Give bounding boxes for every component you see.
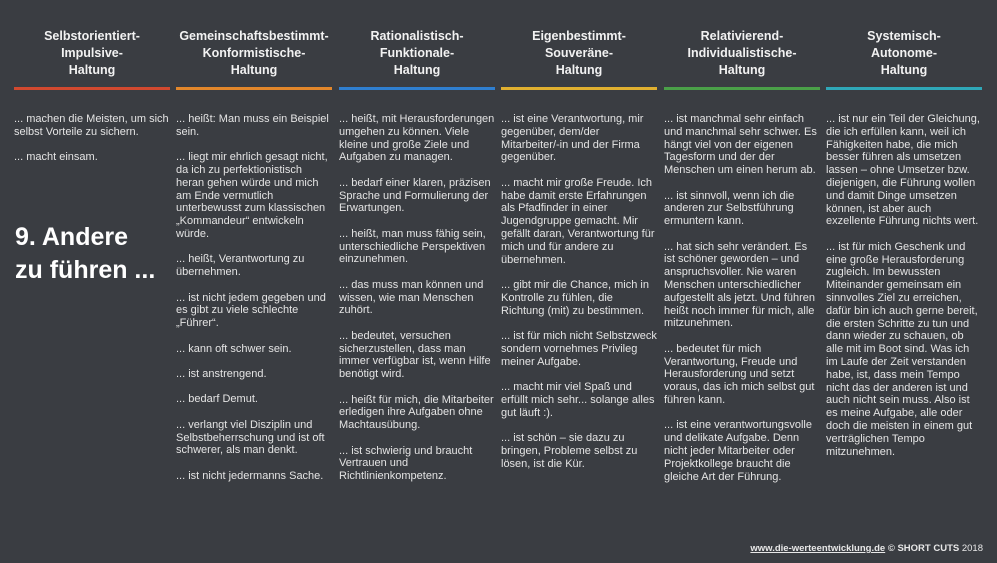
column-item-list xyxy=(176,113,332,482)
column-item: ... macht mir große Freude. Ich habe damit erste Erfahrungen als Pfadfinder in einer Jugendgruppe gemacht. Mir gefällt daran, Verantwortung für mich und für andere zu übernehmen. xyxy=(501,176,655,266)
column-item-list xyxy=(501,113,657,470)
column-item: ... bedarf einer klaren, präzisen Sprache und Formulierung der Erwartungen. xyxy=(339,176,491,215)
column-header: Eigenbestimmt- Souveräne- Haltung xyxy=(532,28,626,77)
footer-url-link[interactable]: www.die-werteentwicklung.de xyxy=(750,543,886,554)
column-item: ... liegt mir ehrlich gesagt nicht, da ich zu perfektionistisch heran gehen würde und mich am Ende vermutlich unterbewusst zum klassischen „Kommandeur“ entwickeln würde. xyxy=(176,151,328,240)
footer-year: 2018 xyxy=(961,543,983,554)
column-item: ... ist sinnvoll, wenn ich die anderen zur Selbstführung ermuntern kann. xyxy=(664,189,795,228)
column-6 xyxy=(826,22,982,471)
column-item: ... macht einsam. xyxy=(14,151,98,164)
column-color-bar xyxy=(176,87,332,90)
column-item: ... bedeutet für mich Verantwortung, Freude und Herausforderung und setzt voraus, das ich mich selbst gut führen kann. xyxy=(664,342,815,406)
column-item: ... hat sich sehr verändert. Es ist schöner geworden – und anspruchsvoller. Nie waren Menschen unterschiedlicher aufgestellt als jetzt. Und führen heißt noch immer für mich, alle mitzunehmen. xyxy=(664,240,816,330)
column-item: ... heißt: Man muss ein Beispiel sein. xyxy=(176,113,329,138)
column-color-bar xyxy=(826,87,982,90)
column-header: Rationalistisch- Funktionale- Haltung xyxy=(370,28,464,77)
column-item: ... macht mir viel Spaß und erfüllt mich sehr... solange alles gut läuft :). xyxy=(501,380,655,419)
column-item: ... ist eine verantwortungsvolle und delikate Aufgabe. Denn nicht jeder Mitarbeiter oder Projektkollege braucht die gleiche Art der Führung. xyxy=(664,419,812,483)
column-item-list xyxy=(14,113,170,164)
column-item: ... heißt, man muss fähig sein, unterschiedliche Perspektiven einzunehmen. xyxy=(339,227,486,266)
column-item: ... heißt, Verantwortung zu übernehmen. xyxy=(176,253,305,279)
column-color-bar xyxy=(501,87,657,90)
column-item-list xyxy=(339,113,495,483)
column-item: ... ist nicht jedem gegeben und es gibt zu viele schlechte „Führer“. xyxy=(176,291,326,330)
column-item-list xyxy=(664,113,820,483)
column-item: ... machen die Meisten, um sich selbst Vorteile zu sichern. xyxy=(14,113,169,138)
column-color-bar xyxy=(339,87,495,90)
column-item: ... ist anstrengend. xyxy=(176,367,267,380)
column-item: ... heißt für mich, die Mitarbeiter erledigen ihre Aufgaben ohne Machtausübung. xyxy=(339,393,494,432)
column-2 xyxy=(176,22,332,495)
footer xyxy=(750,543,983,554)
column-item: ... heißt, mit Herausforderungen umgehen zu können. Viele kleine und große Ziele und Aufgaben zu managen. xyxy=(339,113,495,164)
column-header: Systemisch- Autonome- Haltung xyxy=(867,28,941,77)
column-5 xyxy=(664,22,820,496)
column-header: Gemeinschaftsbestimmt- Konformistische- Haltung xyxy=(179,28,329,77)
column-item: ... ist eine Verantwortung, mir gegenüber, dem/der Mitarbeiter/-in und der Firma gegenüber. xyxy=(501,113,644,164)
footer-copyright: © SHORT CUTS xyxy=(887,543,960,554)
column-item: ... ist für mich nicht Selbstzweck sondern vornehmes Privileg meiner Aufgabe. xyxy=(501,329,657,368)
column-3 xyxy=(339,22,495,495)
column-item-list xyxy=(826,113,982,458)
column-header: Selbstorientiert- Impulsive- Haltung xyxy=(44,28,140,77)
column-item: ... ist schön – sie dazu zu bringen, Probleme selbst zu lösen, ist die Kür. xyxy=(501,431,638,470)
column-color-bar xyxy=(14,87,170,90)
column-item: ... das muss man können und wissen, wie man Menschen zuhört. xyxy=(339,278,484,317)
column-color-bar xyxy=(664,87,820,90)
column-item: ... bedeutet, versuchen sicherzustellen, dass man immer verfügbar ist, wenn Hilfe benötigt wird. xyxy=(339,329,491,381)
column-item: ... ist manchmal sehr einfach und manchmal sehr schwer. Es hängt viel von der eigenen Tagesform und der der Menschen um einen herum ab. xyxy=(664,113,817,177)
column-1 xyxy=(14,22,170,177)
column-item: ... ist für mich Geschenk und eine große Herausforderung zugleich. Im bewussten Miteinander gemeinsam ein sinnvolles Ziel zu erreichen, dafür bin ich auch gerne bereit, die ersten Schritte zu tun und dann wieder zu schauen, ob alle mit im Boot sind. Was ich im Laufe der Zeit verstanden habe, ist, dass mein Tempo nicht das der anderen ist und auch nicht sein muss. Also ist es meine Aufgabe, alle oder doch die meisten in einem gut verträglichen Tempo mitzunehmen. xyxy=(826,240,978,458)
section-heading: 9. Andere zu führen ... xyxy=(15,223,156,284)
column-item: ... verlangt viel Disziplin und Selbstbeherrschung und ist oft schwerer, als man denkt. xyxy=(176,418,325,457)
column-item: ... ist schwierig und braucht Vertrauen und Richtlinienkompetenz. xyxy=(339,444,473,483)
column-item: ... ist nur ein Teil der Gleichung, die ich erfüllen kann, weil ich Fähigkeiten habe, die mich besser führen als umsetzen lassen – ohne Umsetzer bzw. diejenigen, die Führung wollen und damit Dinge umsetzen können, ist aber auch exzellente Führung nichts wert. xyxy=(826,113,980,228)
column-item: ... bedarf Demut. xyxy=(176,393,258,406)
column-item: ... gibt mir die Chance, mich in Kontrolle zu fühlen, die Richtung (mit) zu bestimmen. xyxy=(501,278,649,317)
column-item: ... kann oft schwer sein. xyxy=(176,342,292,355)
column-item: ... ist nicht jedermanns Sache. xyxy=(176,469,324,482)
column-header: Relativierend- Individualistische- Haltung xyxy=(687,28,797,77)
column-4 xyxy=(501,22,657,483)
